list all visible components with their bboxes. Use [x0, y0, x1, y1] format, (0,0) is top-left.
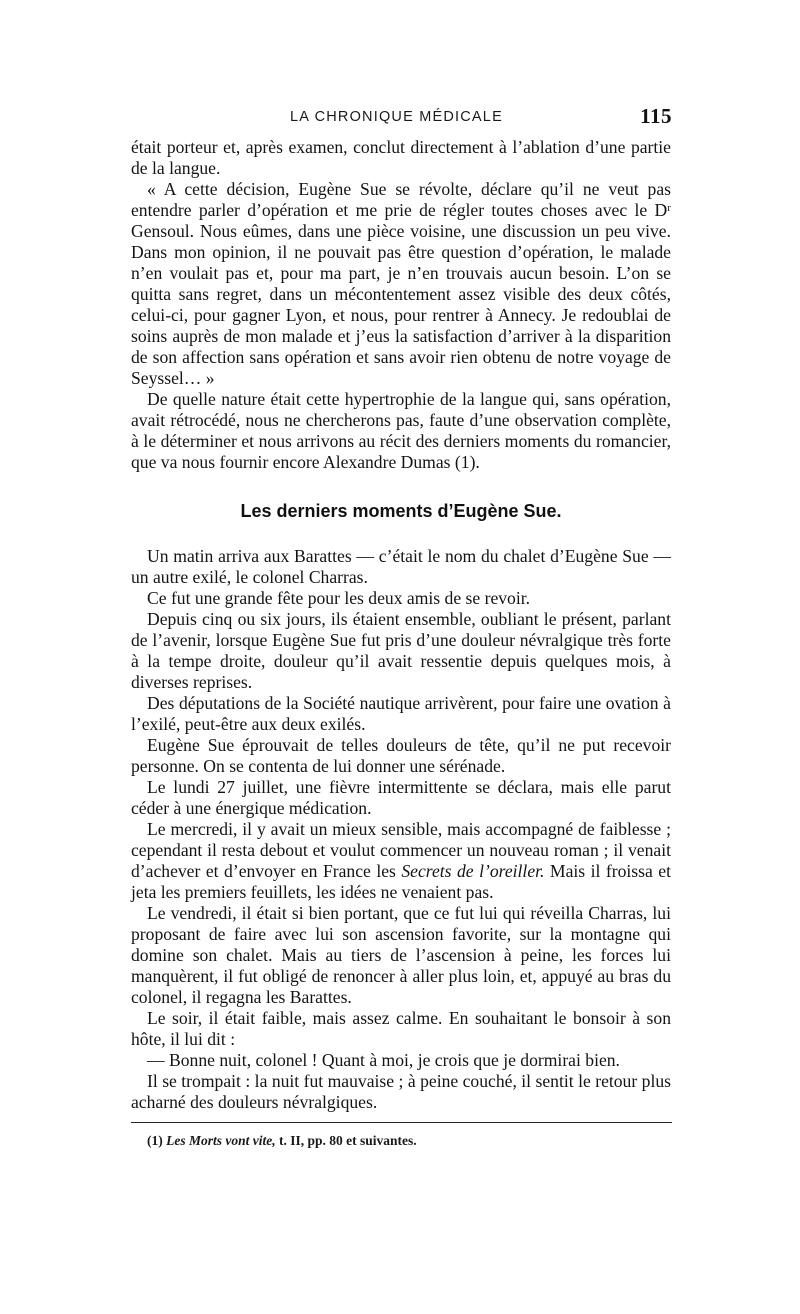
- paragraph: Eugène Sue éprouvait de telles douleurs de tête, qu’il ne put recevoir personne. On se contenta de lui donner une sérénade.: [131, 735, 671, 776]
- paragraph: Depuis cinq ou six jours, ils étaient ensemble, oubliant le présent, parlant de l’avenir, lorsque Eugène Sue fut pris d’une douleur névralgique très forte à la tempe droite, douleur qu’il avait ressentie depuis quelques mois, à diverses reprises.: [131, 609, 671, 692]
- section-title: Les derniers moments d’Eugène Sue.: [240, 501, 562, 521]
- paragraph: Un matin arriva aux Barattes — c’était le nom du chalet d’Eugène Sue — un autre exilé, le colonel Charras.: [131, 546, 671, 587]
- text-run: Mais il froissa et jeta les premiers feuillets, les idées ne venaient pas.: [131, 861, 671, 902]
- dialogue-line: — Bonne nuit, colonel ! Quant à moi, je crois que je dormirai bien.: [147, 1050, 620, 1070]
- book-title: Secrets de l’oreiller.: [401, 861, 545, 881]
- footnote-text: t. II, pp. 80 et suivantes.: [275, 1133, 417, 1148]
- paragraph: était porteur et, après examen, conclut directement à l’ablation d’une partie de la langue.: [131, 137, 671, 178]
- paragraph: De quelle nature était cette hypertrophie de la langue qui, sans opération, avait rétrocédé, nous ne chercherons pas, faute d’une observation complète, à le déterminer et nous arrivons au récit des derniers moments du romancier, que va nous fournir encore Alexandre Dumas (1).: [131, 389, 671, 472]
- page-header: [290, 106, 672, 130]
- footnote-marker: (1): [147, 1133, 163, 1148]
- paragraph: Le vendredi, il était si bien portant, que ce fut lui qui réveilla Charras, lui proposant de faire avec lui son ascension favorite, sur la montagne qui domine son chalet. Mais au tiers de l’ascension à peine, les forces lui manquèrent, il fut obligé de renoncer à aller plus loin, et, appuyé au bras du colonel, il regagna les Barattes.: [131, 903, 671, 1007]
- paragraph-wednesday: [131, 819, 671, 903]
- body-text: [131, 137, 671, 1113]
- text-run: Le mercredi, il y avait un mieux sensible, mais accompagné de faiblesse ; cependant il resta debout et voulut commencer un nouveau roman ; il venait d’achever et d’envoyer en France les: [131, 819, 671, 881]
- paragraph: « A cette décision, Eugène Sue se révolte, déclare qu’il ne veut pas entendre parler d’opération et me prie de régler toutes choses avec le Dʳ Gensoul. Nous eûmes, dans une pièce voisine, une discussion un peu vive. Dans mon opinion, il ne pouvait pas être question d’opération, le malade n’en voulait pas et, pour ma part, je n’en trouvais aucun besoin. L’on se quitta sans regret, dans un mécontentement assez visible des deux côtés, celui-ci, pour gagner Lyon, et nous, pour rentrer à Annecy. Je redoublai de soins auprès de mon malade et j’eus la satisfaction d’arriver à la disparition de son affection sans opération et sans avoir rien obtenu de notre voyage de Seyssel… »: [131, 179, 671, 388]
- paragraph: Le soir, il était faible, mais assez calme. En souhaitant le bonsoir à son hôte, il lui dit :: [131, 1008, 671, 1049]
- footnote-book-title: Les Morts vont vite,: [166, 1133, 276, 1148]
- paragraph: Le lundi 27 juillet, une fièvre intermittente se déclara, mais elle parut céder à une énergique médication.: [131, 777, 671, 818]
- paragraph: Des députations de la Société nautique arrivèrent, pour faire une ovation à l’exilé, peut-être aux deux exilés.: [131, 693, 671, 734]
- page-number: 115: [640, 104, 672, 128]
- paragraph: Il se trompait : la nuit fut mauvaise ; à peine couché, il sentit le retour plus acharné des douleurs névralgiques.: [131, 1071, 671, 1112]
- footnote-rule: [131, 1122, 672, 1123]
- paragraph: Ce fut une grande fête pour les deux amis de se revoir.: [147, 588, 531, 608]
- footnote: [147, 1133, 417, 1149]
- running-title: LA CHRONIQUE MÉDICALE: [290, 109, 503, 125]
